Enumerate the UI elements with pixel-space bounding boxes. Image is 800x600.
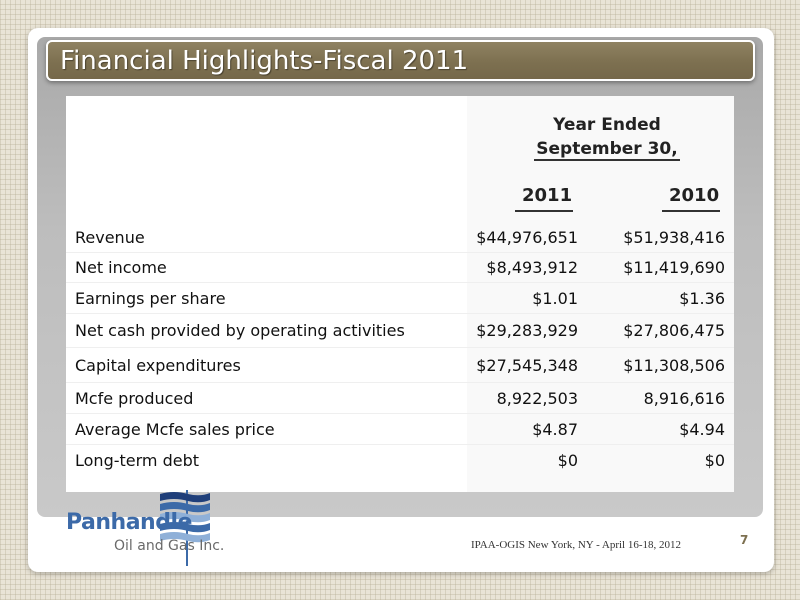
row-divider	[66, 313, 734, 314]
period-header	[534, 113, 680, 161]
column-header-2010-underline	[662, 210, 720, 212]
row-label-earnings-per-share: Earnings per share	[75, 289, 226, 308]
period-header-line-1: Year Ended	[553, 115, 661, 135]
row-label-net-cash-operating: Net cash provided by operating activities	[75, 321, 405, 340]
row-value-2010: $11,308,506	[623, 356, 725, 375]
row-divider	[66, 252, 734, 253]
row-value-2010: $51,938,416	[623, 228, 725, 247]
footer-event: IPAA-OGIS New York, NY - April 16-18, 2012	[471, 539, 682, 551]
title-bar	[46, 40, 755, 81]
row-value-2011: $8,493,912	[486, 258, 578, 277]
row-divider	[66, 382, 734, 383]
row-value-2011: $1.01	[532, 289, 578, 308]
row-label-mcfe-produced: Mcfe produced	[75, 389, 194, 408]
row-value-2011: $27,545,348	[476, 356, 578, 375]
logo-wordmark: Panhandle	[66, 510, 192, 535]
page-number: 7	[740, 533, 749, 547]
row-value-2010: $0	[704, 451, 725, 470]
row-value-2011: $29,283,929	[476, 321, 578, 340]
row-value-2011: $0	[557, 451, 578, 470]
row-divider	[66, 413, 734, 414]
row-divider	[66, 282, 734, 283]
row-value-2010: $1.36	[679, 289, 725, 308]
column-header-2011-underline	[515, 210, 573, 212]
row-label-long-term-debt: Long-term debt	[75, 451, 200, 470]
row-value-2010: $27,806,475	[623, 321, 725, 340]
row-label-revenue: Revenue	[75, 228, 145, 247]
column-header-2011: 2011	[522, 185, 573, 206]
column-header-2010: 2010	[669, 185, 720, 206]
row-value-2011: 8,922,503	[496, 389, 578, 408]
row-label-capital-expenditures: Capital expenditures	[75, 356, 241, 375]
row-divider	[66, 347, 734, 348]
period-header-underline	[534, 159, 680, 161]
row-divider	[66, 444, 734, 445]
row-value-2010: $11,419,690	[623, 258, 725, 277]
row-label-average-mcfe-price: Average Mcfe sales price	[75, 420, 275, 439]
row-label-net-income: Net income	[75, 258, 167, 277]
row-value-2010: 8,916,616	[643, 389, 725, 408]
period-header-line-2: September 30,	[536, 139, 678, 159]
row-value-2010: $4.94	[679, 420, 725, 439]
row-value-2011: $4.87	[532, 420, 578, 439]
row-value-2011: $44,976,651	[476, 228, 578, 247]
slide-title: Financial Highlights-Fiscal 2011	[60, 46, 469, 76]
company-logo	[62, 488, 225, 568]
logo-subtitle: Oil and Gas Inc.	[114, 538, 225, 554]
